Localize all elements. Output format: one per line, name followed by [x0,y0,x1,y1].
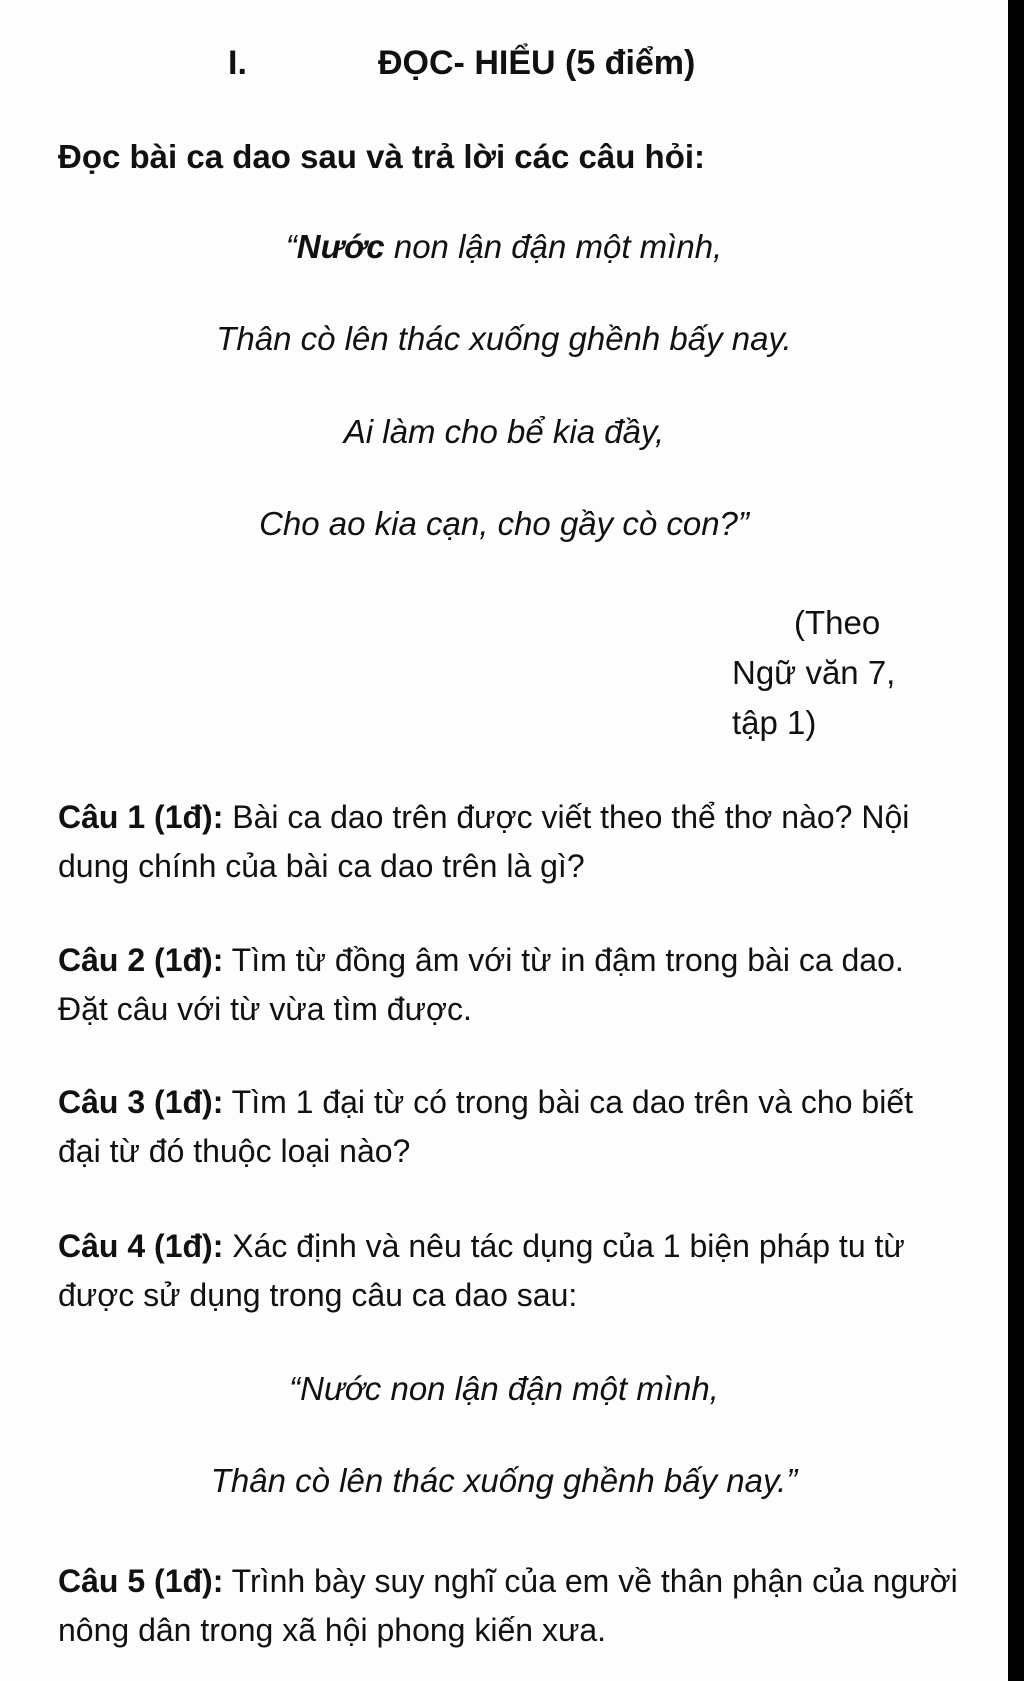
question-4-label: Câu 4 (1đ): [58,1228,224,1264]
section-title: ĐỌC- HIỂU (5 điểm) [378,44,696,82]
question-5-text: Trình bày suy nghĩ của em về thân phận của người nông dân trong xã hội phong kiến xưa. [58,1563,958,1648]
section-number: I. [228,44,247,82]
source-line-1: (Theo [794,604,881,641]
question-5-label: Câu 5 (1đ): [58,1563,224,1599]
quote-line-2: Thân cò lên thác xuống ghềnh bấy nay.” [210,1462,798,1499]
question-4 [58,1222,958,1320]
poem-line-1-rest: non lận đận một mình, [384,228,723,265]
question-1 [58,793,958,891]
question-1-label: Câu 1 (1đ): [58,799,224,835]
poem-line-3: Ai làm cho bể kia đầy, [343,413,665,450]
question-2-text: Tìm từ đồng âm với từ in đậm trong bài ca dao. Đặt câu với từ vừa tìm được. [58,942,904,1027]
question-3 [58,1078,958,1176]
question-4-text: Xác định và nêu tác dụng của 1 biện pháp tu từ được sử dụng trong câu ca dao sau: [58,1228,905,1313]
poem-line-4: Cho ao kia cạn, cho gầy cò con?” [259,505,749,542]
poem-line-1 [0,228,1008,266]
question-1-text: Bài ca dao trên được viết theo thể thơ nào? Nội dung chính của bài ca dao trên là gì? [58,799,910,884]
quote-line-1: “Nước non lận đận một mình, [289,1370,719,1407]
poem-open-quote: “ [285,228,297,265]
source-citation [732,598,932,748]
question-3-label: Câu 3 (1đ): [58,1084,224,1120]
source-line-3: tập 1) [732,704,817,741]
question-5 [58,1557,958,1655]
instruction: Đọc bài ca dao sau và trả lời các câu hỏi: [58,138,706,175]
question-2-label: Câu 2 (1đ): [58,942,224,978]
source-line-2: Ngữ văn 7, [732,654,896,691]
page-edge [1008,0,1024,1681]
question-2 [58,936,958,1034]
poem-line-2: Thân cò lên thác xuống ghềnh bấy nay. [216,320,792,357]
question-3-text: Tìm 1 đại từ có trong bài ca dao trên và cho biết đại từ đó thuộc loại nào? [58,1084,913,1169]
poem-bold-word: Nước [296,228,385,265]
